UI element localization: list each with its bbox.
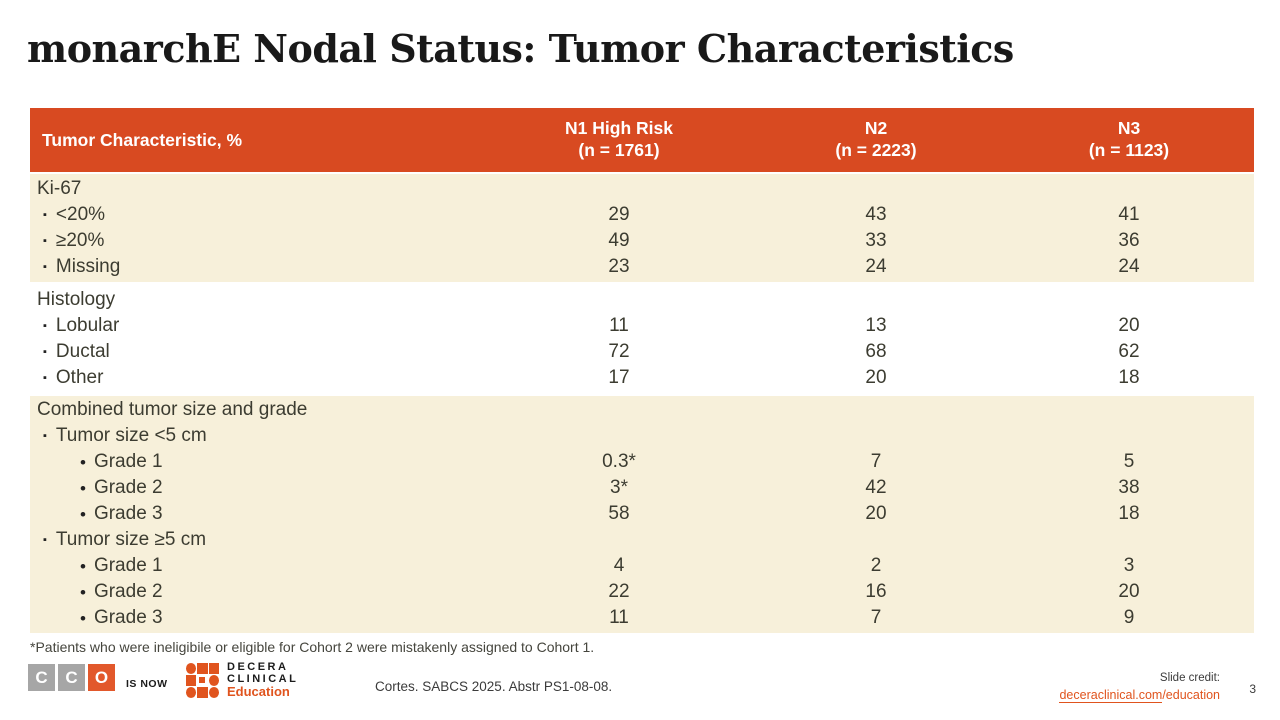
cell-value: 24 (1118, 256, 1140, 277)
cell-value: 18 (1118, 503, 1140, 524)
table-header-row (30, 108, 1254, 172)
cell-value: 2 (870, 555, 882, 576)
table-row (30, 202, 1254, 228)
table-row (30, 228, 1254, 254)
row-label-text: <20% (55, 204, 106, 225)
cell-value: 20 (865, 367, 887, 388)
column-header-n3-title: N3 (1117, 118, 1141, 139)
cell-value: 3* (610, 477, 628, 498)
square-bullet-icon: ▪ (43, 260, 47, 273)
square-bullet-icon: ▪ (43, 345, 47, 358)
table-section (30, 282, 1254, 396)
section-title-row (30, 287, 1254, 313)
slide-credit-link[interactable] (1059, 687, 1220, 704)
row-label-text: Grade 3 (93, 503, 163, 524)
column-header-n3-count: (n = 1123) (1088, 140, 1170, 160)
row-label (30, 451, 490, 473)
cell-value: 13 (865, 315, 887, 336)
square-bullet-icon: ▪ (43, 319, 47, 332)
table-row (30, 501, 1254, 527)
column-header-n1 (490, 118, 748, 162)
decera-logo (186, 661, 298, 699)
row-label (30, 477, 490, 499)
cell-value: 72 (608, 341, 630, 362)
section-title: Histology (37, 289, 116, 310)
cco-letter-box: C (58, 664, 85, 691)
cell-value: 3 (1123, 555, 1135, 576)
page-number: 3 (1249, 682, 1256, 696)
row-label-text: ≥20% (55, 230, 105, 251)
cell-value: 7 (870, 607, 882, 628)
cell-value: 5 (1123, 451, 1135, 472)
row-label-text: Grade 2 (93, 477, 163, 498)
cell-value: 17 (608, 367, 630, 388)
is-now-label: IS NOW (126, 678, 168, 690)
table-row (30, 423, 1254, 449)
cell-value: 11 (609, 315, 629, 336)
cell-value: 7 (870, 451, 882, 472)
cell-value: 62 (1118, 341, 1140, 362)
row-label (30, 503, 490, 525)
table-section (30, 396, 1254, 633)
cell-value: 23 (608, 256, 630, 277)
row-label-text: Missing (55, 256, 121, 277)
column-header-n1-count: (n = 1761) (578, 140, 660, 160)
section-title: Ki-67 (37, 178, 82, 199)
cell-value: 18 (1118, 367, 1140, 388)
decera-logo-icon (186, 663, 219, 698)
column-header-n1-title: N1 High Risk (565, 118, 673, 139)
cell-value: 36 (1118, 230, 1140, 251)
row-label (30, 315, 490, 337)
square-bullet-icon: ▪ (43, 371, 47, 384)
row-label (30, 555, 490, 577)
row-label (30, 581, 490, 603)
slide-credit (1059, 671, 1220, 703)
cell-value: 49 (608, 230, 630, 251)
row-label (30, 341, 490, 363)
table-row (30, 475, 1254, 501)
square-bullet-icon: ▪ (43, 533, 47, 546)
dot-bullet-icon: • (80, 556, 86, 576)
row-label-text: Tumor size <5 cm (55, 425, 207, 446)
table-row (30, 313, 1254, 339)
cco-logo (28, 664, 115, 691)
cell-value: 22 (608, 581, 630, 602)
decera-logo-text (227, 661, 298, 699)
square-bullet-icon: ▪ (43, 234, 47, 247)
table-row (30, 449, 1254, 475)
decera-wordmark-line3: Education (227, 684, 290, 700)
row-label-text: Tumor size ≥5 cm (55, 529, 207, 550)
cell-value: 20 (865, 503, 887, 524)
row-label-text: Grade 2 (93, 581, 163, 602)
table-body (30, 174, 1254, 633)
decera-wordmark-line2: CLINICAL (227, 673, 299, 686)
dot-bullet-icon: • (80, 582, 86, 602)
table-row (30, 254, 1254, 280)
row-label (30, 256, 490, 278)
column-header-n2 (748, 118, 1004, 162)
row-label (30, 230, 490, 252)
row-label-text: Ductal (55, 341, 110, 362)
cell-value: 29 (608, 204, 630, 225)
cell-value: 41 (1118, 204, 1140, 225)
table-row (30, 605, 1254, 631)
dot-bullet-icon: • (80, 608, 86, 628)
cell-value: 20 (1118, 581, 1140, 602)
cell-value: 24 (865, 256, 887, 277)
cell-value: 9 (1123, 607, 1135, 628)
table-row (30, 365, 1254, 391)
row-label (30, 425, 490, 447)
section-title: Combined tumor size and grade (37, 399, 308, 420)
column-header-n2-count: (n = 2223) (835, 140, 917, 160)
cell-value: 33 (865, 230, 887, 251)
column-header-n3 (1004, 118, 1254, 162)
cell-value: 58 (608, 503, 630, 524)
cell-value: 11 (609, 607, 629, 628)
cell-value: 16 (865, 581, 887, 602)
table-section (30, 174, 1254, 282)
cell-value: 43 (865, 204, 887, 225)
section-title-row (30, 397, 1254, 423)
cell-value: 4 (613, 555, 625, 576)
tumor-characteristics-table (30, 108, 1254, 633)
decera-wordmark-line1: DECERA (227, 661, 289, 673)
square-bullet-icon: ▪ (43, 429, 47, 442)
slide-credit-link-domain[interactable]: deceraclinical.com (1059, 687, 1163, 702)
table-row (30, 579, 1254, 605)
citation: Cortes. SABCS 2025. Abstr PS1-08-08. (375, 679, 613, 694)
square-bullet-icon: ▪ (43, 208, 47, 221)
dot-bullet-icon: • (80, 452, 86, 472)
row-label (30, 607, 490, 629)
cell-value: 38 (1118, 477, 1140, 498)
row-label-text: Lobular (55, 315, 120, 336)
row-label (30, 529, 490, 551)
cco-letter-box: O (88, 664, 115, 691)
page-title: monarchE Nodal Status: Tumor Characteristics (27, 26, 1014, 71)
table-row (30, 339, 1254, 365)
dot-bullet-icon: • (80, 478, 86, 498)
row-label-text: Grade 1 (93, 555, 163, 576)
row-label-text: Other (55, 367, 104, 388)
row-label (30, 204, 490, 226)
cell-value: 20 (1118, 315, 1140, 336)
row-label-text: Grade 3 (93, 607, 163, 628)
table-row (30, 527, 1254, 553)
cell-value: 42 (865, 477, 887, 498)
row-label (30, 367, 490, 389)
cco-letter-box: C (28, 664, 55, 691)
dot-bullet-icon: • (80, 504, 86, 524)
row-label-text: Grade 1 (93, 451, 163, 472)
slide-credit-link-path[interactable]: /education (1162, 687, 1220, 702)
cell-value: 0.3* (602, 451, 636, 472)
column-header-n2-title: N2 (864, 118, 888, 139)
section-title-row (30, 176, 1254, 202)
cell-value: 68 (865, 341, 887, 362)
table-row (30, 553, 1254, 579)
column-header-characteristic: Tumor Characteristic, % (42, 129, 243, 150)
footnote: *Patients who were ineligibile or eligible for Cohort 2 were mistakenly assigned to Cohort 1. (30, 639, 595, 655)
slide-credit-label: Slide credit: (1159, 672, 1220, 684)
